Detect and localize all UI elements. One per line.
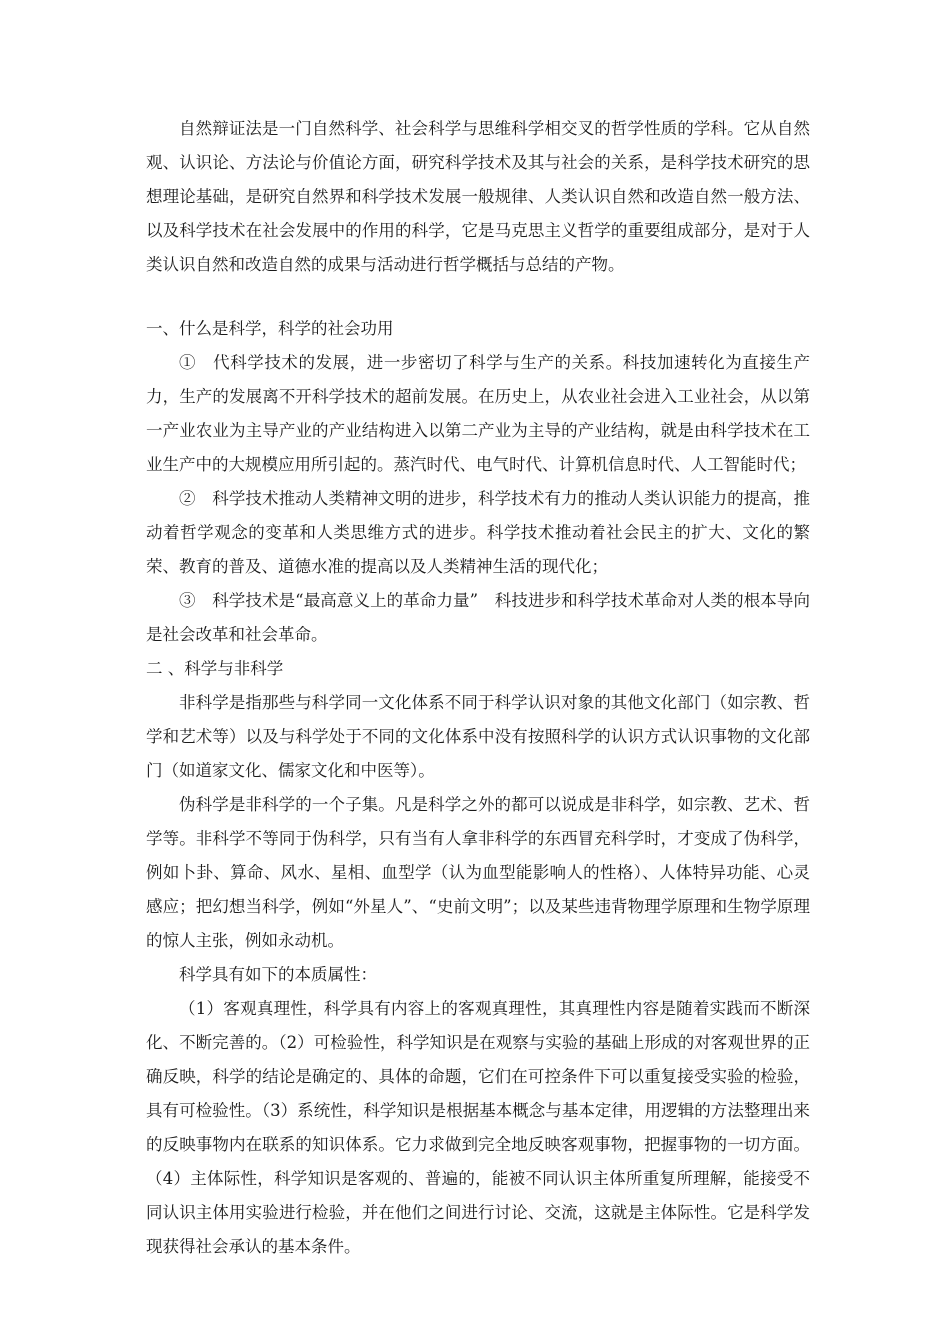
section1-item-1: ① 代科学技术的发展，进一步密切了科学与生产的关系。科技加速转化为直接生产力，生产的发展离不开科学技术的超前发展。在历史上，从农业社会进入工业社会，从以第一产业农业为主导产业的产业结构进入以第二产业为主导的产业结构，就是由科学技术在工业生产中的大规模应用所引起的。蒸汽时代、电气时代、计算机信息时代、人工智能时代； [146,353,810,474]
section1-item-2: ② 科学技术推动人类精神文明的进步，科学技术有力的推动人类认识能力的提高，推动着哲学观念的变革和人类思维方式的进步。科学技术推动着社会民主的扩大、文化的繁荣、教育的普及、道德水准的提高以及人类精神生活的现代化； [146,489,810,576]
section2-heading: 二 、科学与非科学 [146,659,284,678]
document-page [146,112,810,1264]
section2-paragraph-4: （1）客观真理性，科学具有内容上的客观真理性，其真理性内容是随着实践而不断深化、不断完善的。（2）可检验性，科学知识是在观察与实验的基础上形成的对客观世界的正确反映，科学的结论是确定的、具体的命题，它们在可控条件下可以重复接受实验的检验，具有可检验性。（3）系统性，科学知识是根据基本概念与基本定律，用逻辑的方法整理出来的反映事物内在联系的知识体系。它力求做到完全地反映客观事物，把握事物的一切方面。（4）主体际性，科学知识是客观的、普遍的，能被不同认识主体所重复所理解，能接受不同认识主体用实验进行检验，并在他们之间进行讨论、交流，这就是主体际性。它是科学发现获得社会承认的基本条件。 [146,999,810,1256]
section2-paragraph-1: 非科学是指那些与科学同一文化体系不同于科学认识对象的其他文化部门（如宗教、哲学和艺术等）以及与科学处于不同的文化体系中没有按照科学的认识方式认识事物的文化部门（如道家文化、儒家文化和中医等）。 [146,693,810,780]
section2-paragraph-2: 伪科学是非科学的一个子集。凡是科学之外的都可以说成是非科学，如宗教、艺术、哲学等。非科学不等同于伪科学，只有当有人拿非科学的东西冒充科学时，才变成了伪科学，例如卜卦、算命、风水、星相、血型学（认为血型能影响人的性格）、人体特异功能、心灵感应；把幻想当科学，例如“外星人”、“史前文明”；以及某些违背物理学原理和生物学原理的惊人主张，例如永动机。 [146,795,810,950]
section2-paragraph-3: 科学具有如下的本质属性： [179,965,377,984]
section1-heading: 一、什么是科学，科学的社会功用 [146,319,394,338]
section1-item-3: ③ 科学技术是“最高意义上的革命力量” 科技进步和科学技术革命对人类的根本导向是社会改革和社会革命。 [146,591,810,644]
intro-paragraph: 自然辩证法是一门自然科学、社会科学与思维科学相交叉的哲学性质的学科。它从自然观、认识论、方法论与价值论方面，研究科学技术及其与社会的关系，是科学技术研究的思想理论基础，是研究自然界和科学技术发展一般规律、人类认识自然和改造自然一般方法、以及科学技术在社会发展中的作用的科学，它是马克思主义哲学的重要组成部分，是对于人类认识自然和改造自然的成果与活动进行哲学概括与总结的产物。 [146,119,810,274]
section-gap [146,282,810,312]
